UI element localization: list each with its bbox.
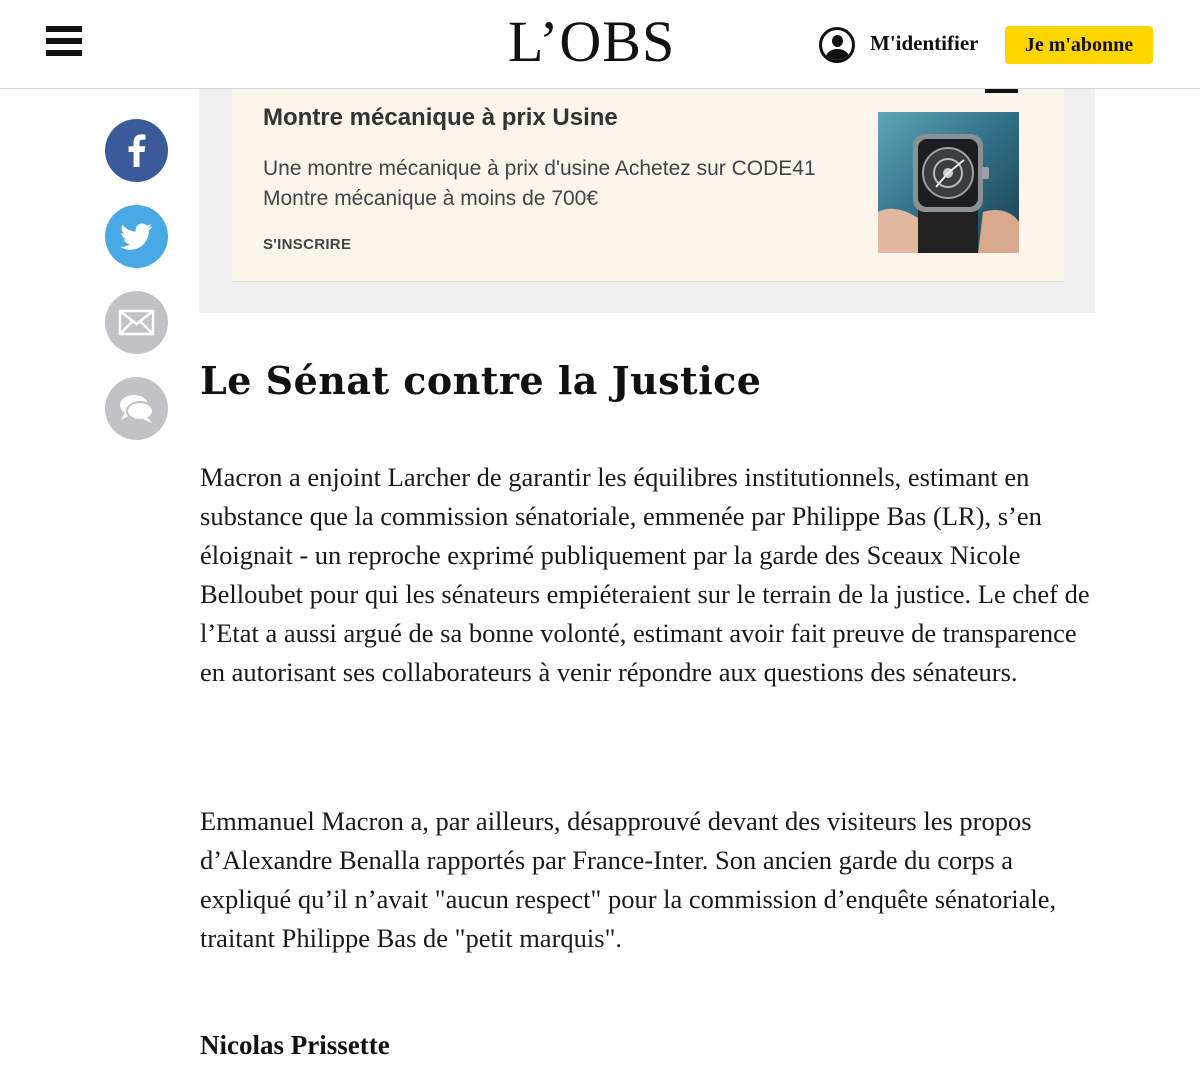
article-author[interactable]: Nicolas Prissette [200,1030,390,1060]
ad-marker [985,89,1018,93]
site-logo[interactable]: L’OBS [508,9,676,74]
article-paragraph: Macron a enjoint Larcher de garantir les équilibres institutionnels, estimant en substance que la commission sénatoriale, emmenée par Philippe Bas (LR), s’en éloignait - un reproche exprimé publiquement par la garde des Sceaux Nicole Belloubet pour qui les sénateurs empiéteraient sur le terrain de la justice. Le chef de l’Etat a aussi argué de sa bonne volonté, estimant avoir fait preuve de transparence en autorisant ses collaborateurs à venir répondre aux questions des sénateurs. [200,462,1090,687]
user-icon[interactable] [819,27,855,63]
comment-icon [105,377,168,440]
facebook-icon [105,119,168,182]
comments-button[interactable] [105,377,168,440]
twitter-share-button[interactable] [105,205,168,268]
email-share-button[interactable] [105,291,168,354]
menu-icon[interactable] [46,26,82,58]
mail-icon [105,291,168,354]
ad-signup-link[interactable]: S'INSCRIRE [263,236,352,253]
subscribe-button[interactable]: Je m'abonne [1005,26,1153,64]
twitter-icon [105,205,168,268]
site-header [0,0,1200,89]
login-link[interactable]: M'identifier [870,31,979,55]
article-headline: Le Sénat contre la Justice [200,358,762,403]
ad-watch-image[interactable] [878,112,1019,253]
ad-description: Une montre mécanique à prix d'usine Achetez sur CODE41 Montre mécanique à moins de 700€ [263,157,816,210]
facebook-share-button[interactable] [105,119,168,182]
ad-title[interactable]: Montre mécanique à prix Usine [263,104,618,131]
article-paragraph: Emmanuel Macron a, par ailleurs, désapprouvé devant des visiteurs les propos d’Alexandre Benalla rapportés par France-Inter. Son ancien garde du corps a expliqué qu’il n’avait "aucun respect" pour la commission d’enquête sénatoriale, traitant Philippe Bas de "petit marquis". [200,806,1057,953]
